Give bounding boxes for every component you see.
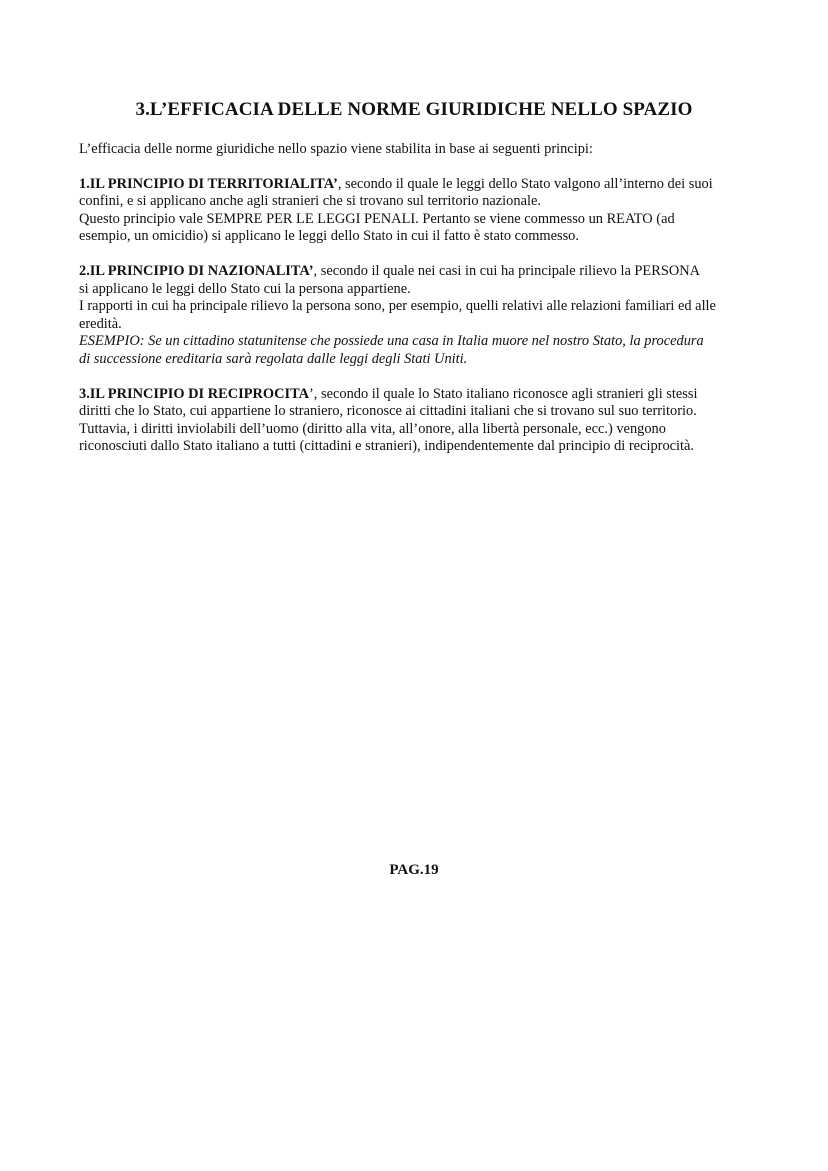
paragraph-spacer [79, 246, 750, 263]
document-body [79, 141, 750, 456]
section-text-line: confini, e si applicano anche agli stranieri che si trovano sul territorio nazionale. [79, 193, 541, 210]
section-heading: 2.IL PRINCIPIO DI NAZIONALITA’ [79, 262, 314, 279]
section-paragraph [79, 386, 750, 404]
section-nazionalita [79, 263, 750, 369]
section-text-line: I rapporti in cui ha principale rilievo la persona sono, per esempio, quelli relativi alle relazioni familiari ed alle [79, 298, 716, 315]
intro-paragraph: L’efficacia delle norme giuridiche nello spazio viene stabilita in base ai seguenti principi: [79, 141, 593, 157]
section-text: , secondo il quale nei casi in cui ha principale rilievo la PERSONA [313, 262, 701, 279]
section-heading: 3.IL PRINCIPIO DI RECIPROCITA [79, 385, 310, 402]
section-text-line: esempio, un omicidio) si applicano le leggi dello Stato in cui il fatto è stato commesso. [79, 228, 579, 245]
example-text: di successione ereditaria sarà regolata dalle leggi degli Stati Uniti. [79, 350, 468, 367]
section-reciprocita [79, 386, 750, 456]
section-text-line: Questo principio vale SEMPRE PER LE LEGGI PENALI. Pertanto se viene commesso un REATO (ad [79, 210, 675, 227]
section-heading: 1.IL PRINCIPIO DI TERRITORIALITA’ [79, 175, 338, 192]
section-text-line: eredità. [79, 315, 122, 332]
section-paragraph [79, 176, 750, 194]
page-title: 3.L’EFFICACIA DELLE NORME GIURIDICHE NELLO SPAZIO [135, 99, 693, 120]
section-text-line: Tuttavia, i diritti inviolabili dell’uomo (diritto alla vita, all’onore, alla libertà personale, ecc.) vengono [79, 420, 666, 437]
page-number: PAG.19 [389, 862, 439, 878]
paragraph-spacer [79, 369, 750, 386]
section-text: ’, secondo il quale lo Stato italiano riconosce agli stranieri gli stessi [309, 385, 698, 402]
section-text-line: diritti che lo Stato, cui appartiene lo straniero, riconosce ai cittadini italiani che si trovano sul suo territorio. [79, 403, 697, 420]
section-paragraph [79, 263, 750, 281]
section-text-line: riconosciuti dallo Stato italiano a tutti (cittadini e stranieri), indipendentemente dal principio di reciprocità. [79, 438, 695, 455]
example-text: ESEMPIO: Se un cittadino statunitense che possiede una casa in Italia muore nel nostro Stato, la procedura [79, 333, 704, 350]
section-text-line: si applicano le leggi dello Stato cui la persona appartiene. [79, 280, 411, 297]
paragraph-spacer [79, 159, 750, 176]
section-territorialita [79, 176, 750, 246]
section-text: , secondo il quale le leggi dello Stato valgono all’interno dei suoi [337, 175, 713, 192]
